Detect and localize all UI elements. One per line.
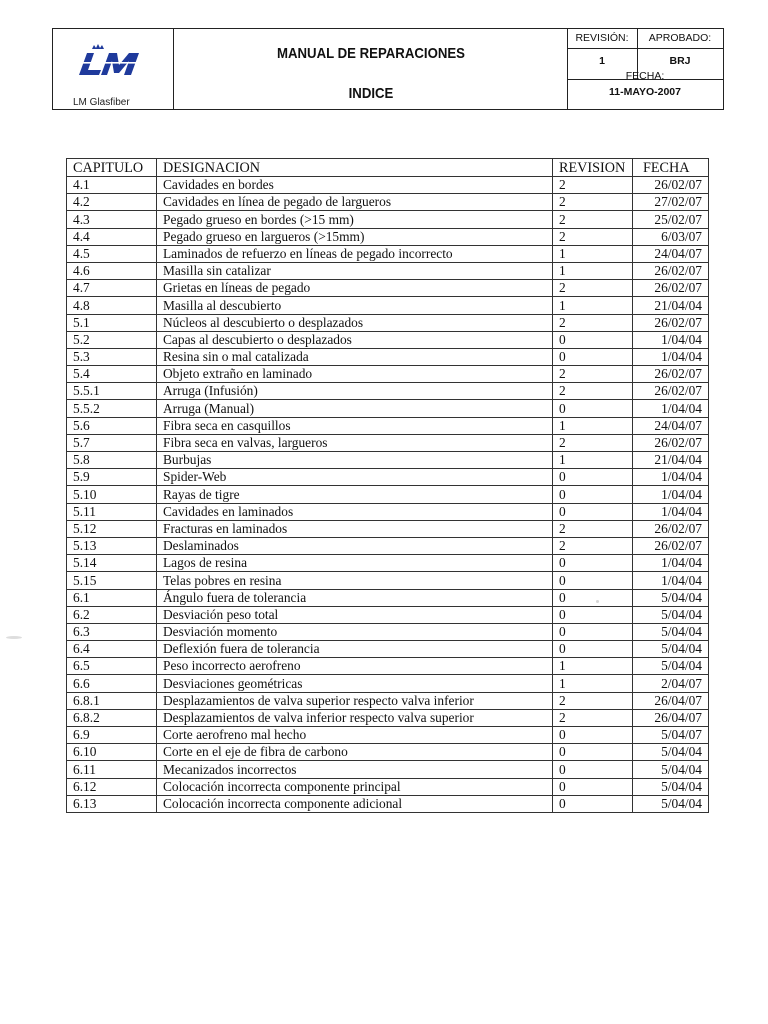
capitulo-cell: 5.5.1 bbox=[67, 383, 157, 400]
revision-cell: 1 bbox=[553, 245, 633, 262]
fecha-cell: 1/04/04 bbox=[633, 348, 709, 365]
table-row bbox=[67, 194, 709, 211]
date-value: 11-MAYO-2007 bbox=[609, 86, 681, 98]
revision-cell: 2 bbox=[553, 434, 633, 451]
designacion-cell: Laminados de refuerzo en líneas de pegado incorrecto bbox=[157, 245, 553, 262]
column-header-revision: REVISION bbox=[553, 159, 633, 177]
table-row bbox=[67, 314, 709, 331]
table-header-row bbox=[67, 159, 709, 177]
table-row bbox=[67, 486, 709, 503]
revision-cell: 2 bbox=[553, 177, 633, 194]
table-row bbox=[67, 452, 709, 469]
designacion-cell: Deflexión fuera de tolerancia bbox=[157, 641, 553, 658]
capitulo-cell: 4.1 bbox=[67, 177, 157, 194]
index-table bbox=[66, 158, 709, 813]
fecha-cell: 6/03/07 bbox=[633, 228, 709, 245]
designacion-cell: Peso incorrecto aerofreno bbox=[157, 658, 553, 675]
capitulo-cell: 5.4 bbox=[67, 366, 157, 383]
table-row bbox=[67, 280, 709, 297]
table-row bbox=[67, 297, 709, 314]
document-header bbox=[52, 28, 724, 110]
approved-label: APROBADO: bbox=[648, 32, 712, 44]
designacion-cell: Objeto extraño en laminado bbox=[157, 366, 553, 383]
fecha-cell: 25/02/07 bbox=[633, 211, 709, 228]
capitulo-cell: 4.6 bbox=[67, 262, 157, 279]
revision-cell: 2 bbox=[553, 314, 633, 331]
fecha-cell: 5/04/04 bbox=[633, 623, 709, 640]
capitulo-cell: 5.12 bbox=[67, 520, 157, 537]
revision-cell: 0 bbox=[553, 778, 633, 795]
revision-cell: 0 bbox=[553, 486, 633, 503]
revision-cell: 2 bbox=[553, 211, 633, 228]
designacion-cell: Fibra seca en casquillos bbox=[157, 417, 553, 434]
revision-cell: 0 bbox=[553, 400, 633, 417]
table-row bbox=[67, 709, 709, 726]
scan-artifact bbox=[596, 600, 599, 603]
fecha-cell: 5/04/04 bbox=[633, 658, 709, 675]
capitulo-cell: 6.5 bbox=[67, 658, 157, 675]
capitulo-cell: 5.14 bbox=[67, 555, 157, 572]
fecha-cell: 26/04/07 bbox=[633, 709, 709, 726]
fecha-cell: 5/04/07 bbox=[633, 727, 709, 744]
capitulo-cell: 5.10 bbox=[67, 486, 157, 503]
fecha-cell: 24/04/07 bbox=[633, 417, 709, 434]
fecha-cell: 5/04/04 bbox=[633, 761, 709, 778]
revision-cell: 0 bbox=[553, 795, 633, 812]
fecha-cell: 27/02/07 bbox=[633, 194, 709, 211]
fecha-cell: 5/04/04 bbox=[633, 641, 709, 658]
company-name: LM Glasfiber bbox=[73, 97, 130, 108]
designacion-cell: Mecanizados incorrectos bbox=[157, 761, 553, 778]
table-row bbox=[67, 177, 709, 194]
designacion-cell: Pegado grueso en largueros (>15mm) bbox=[157, 228, 553, 245]
fecha-cell: 1/04/04 bbox=[633, 555, 709, 572]
fecha-cell: 1/04/04 bbox=[633, 572, 709, 589]
revision-cell: 2 bbox=[553, 228, 633, 245]
capitulo-cell: 6.13 bbox=[67, 795, 157, 812]
capitulo-cell: 5.3 bbox=[67, 348, 157, 365]
revision-cell: 0 bbox=[553, 606, 633, 623]
date-label: FECHA: bbox=[625, 70, 665, 82]
table-row bbox=[67, 537, 709, 554]
designacion-cell: Telas pobres en resina bbox=[157, 572, 553, 589]
table-row bbox=[67, 366, 709, 383]
revision-cell: 0 bbox=[553, 469, 633, 486]
revision-cell: 1 bbox=[553, 297, 633, 314]
capitulo-cell: 6.10 bbox=[67, 744, 157, 761]
revision-cell: 2 bbox=[553, 366, 633, 383]
table-row bbox=[67, 211, 709, 228]
table-row bbox=[67, 400, 709, 417]
capitulo-cell: 5.9 bbox=[67, 469, 157, 486]
capitulo-cell: 5.2 bbox=[67, 331, 157, 348]
revision-cell: 0 bbox=[553, 744, 633, 761]
capitulo-cell: 5.8 bbox=[67, 452, 157, 469]
designacion-cell: Pegado grueso en bordes (>15 mm) bbox=[157, 211, 553, 228]
column-header-designacion: DESIGNACION bbox=[157, 159, 553, 177]
revision-cell: 1 bbox=[553, 452, 633, 469]
fecha-cell: 26/02/07 bbox=[633, 520, 709, 537]
capitulo-cell: 6.12 bbox=[67, 778, 157, 795]
designacion-cell: Colocación incorrecta componente principal bbox=[157, 778, 553, 795]
fecha-cell: 26/04/07 bbox=[633, 692, 709, 709]
designacion-cell: Arruga (Manual) bbox=[157, 400, 553, 417]
designacion-cell: Desplazamientos de valva superior respecto valva inferior bbox=[157, 692, 553, 709]
revision-cell: 0 bbox=[553, 641, 633, 658]
table-row bbox=[67, 417, 709, 434]
designacion-cell: Cavidades en bordes bbox=[157, 177, 553, 194]
document-subtitle: INDICE bbox=[348, 85, 394, 102]
table-row bbox=[67, 469, 709, 486]
table-row bbox=[67, 383, 709, 400]
revision-cell: 1 bbox=[553, 658, 633, 675]
fecha-cell: 26/02/07 bbox=[633, 262, 709, 279]
designacion-cell: Capas al descubierto o desplazados bbox=[157, 331, 553, 348]
fecha-cell: 5/04/04 bbox=[633, 589, 709, 606]
table-row bbox=[67, 262, 709, 279]
fecha-cell: 21/04/04 bbox=[633, 297, 709, 314]
table-row bbox=[67, 606, 709, 623]
capitulo-cell: 5.5.2 bbox=[67, 400, 157, 417]
fecha-cell: 5/04/04 bbox=[633, 744, 709, 761]
capitulo-cell: 4.5 bbox=[67, 245, 157, 262]
designacion-cell: Arruga (Infusión) bbox=[157, 383, 553, 400]
table-body bbox=[67, 177, 709, 813]
revision-cell: 2 bbox=[553, 537, 633, 554]
fecha-cell: 24/04/07 bbox=[633, 245, 709, 262]
revision-cell: 2 bbox=[553, 692, 633, 709]
capitulo-cell: 4.4 bbox=[67, 228, 157, 245]
designacion-cell: Desviación peso total bbox=[157, 606, 553, 623]
designacion-cell: Cavidades en laminados bbox=[157, 503, 553, 520]
designacion-cell: Fibra seca en valvas, largueros bbox=[157, 434, 553, 451]
capitulo-cell: 5.7 bbox=[67, 434, 157, 451]
fecha-cell: 21/04/04 bbox=[633, 452, 709, 469]
capitulo-cell: 6.4 bbox=[67, 641, 157, 658]
capitulo-cell: 4.2 bbox=[67, 194, 157, 211]
scan-artifact bbox=[6, 636, 22, 639]
table-row bbox=[67, 761, 709, 778]
revision-label: REVISIÓN: bbox=[575, 32, 629, 44]
revision-cell: 0 bbox=[553, 761, 633, 778]
designacion-cell: Corte en el eje de fibra de carbono bbox=[157, 744, 553, 761]
revision-cell: 2 bbox=[553, 709, 633, 726]
revision-cell: 0 bbox=[553, 589, 633, 606]
capitulo-cell: 5.15 bbox=[67, 572, 157, 589]
revision-cell: 0 bbox=[553, 623, 633, 640]
table-row bbox=[67, 641, 709, 658]
fecha-cell: 26/02/07 bbox=[633, 434, 709, 451]
revision-cell: 1 bbox=[553, 262, 633, 279]
fecha-cell: 26/02/07 bbox=[633, 383, 709, 400]
revision-cell: 2 bbox=[553, 383, 633, 400]
table-row bbox=[67, 692, 709, 709]
designacion-cell: Grietas en líneas de pegado bbox=[157, 280, 553, 297]
table-row bbox=[67, 675, 709, 692]
column-header-fecha: FECHA bbox=[633, 159, 709, 177]
revision-cell: 2 bbox=[553, 194, 633, 211]
table-row bbox=[67, 572, 709, 589]
revision-cell: 2 bbox=[553, 280, 633, 297]
table-row bbox=[67, 658, 709, 675]
designacion-cell: Masilla al descubierto bbox=[157, 297, 553, 314]
designacion-cell: Ángulo fuera de tolerancia bbox=[157, 589, 553, 606]
designacion-cell: Burbujas bbox=[157, 452, 553, 469]
capitulo-cell: 6.8.2 bbox=[67, 709, 157, 726]
fecha-cell: 1/04/04 bbox=[633, 331, 709, 348]
designacion-cell: Resina sin o mal catalizada bbox=[157, 348, 553, 365]
designacion-cell: Desviaciones geométricas bbox=[157, 675, 553, 692]
document-title: MANUAL DE REPARACIONES bbox=[276, 45, 465, 62]
capitulo-cell: 6.3 bbox=[67, 623, 157, 640]
designacion-cell: Masilla sin catalizar bbox=[157, 262, 553, 279]
revision-cell: 1 bbox=[553, 417, 633, 434]
fecha-cell: 1/04/04 bbox=[633, 486, 709, 503]
fecha-cell: 5/04/04 bbox=[633, 778, 709, 795]
table-row bbox=[67, 795, 709, 812]
designacion-cell: Cavidades en línea de pegado de largueros bbox=[157, 194, 553, 211]
capitulo-cell: 5.13 bbox=[67, 537, 157, 554]
fecha-cell: 26/02/07 bbox=[633, 177, 709, 194]
table-row bbox=[67, 245, 709, 262]
designacion-cell: Fracturas en laminados bbox=[157, 520, 553, 537]
revision-cell: 0 bbox=[553, 503, 633, 520]
approved-value: BRJ bbox=[669, 55, 691, 67]
fecha-cell: 26/02/07 bbox=[633, 314, 709, 331]
capitulo-cell: 6.6 bbox=[67, 675, 157, 692]
designacion-cell: Rayas de tigre bbox=[157, 486, 553, 503]
column-header-capitulo: CAPITULO bbox=[67, 159, 157, 177]
designacion-cell: Desplazamientos de valva inferior respecto valva superior bbox=[157, 709, 553, 726]
fecha-cell: 26/02/07 bbox=[633, 280, 709, 297]
designacion-cell: Deslaminados bbox=[157, 537, 553, 554]
table-row bbox=[67, 434, 709, 451]
table-row bbox=[67, 744, 709, 761]
capitulo-cell: 5.1 bbox=[67, 314, 157, 331]
table-row bbox=[67, 503, 709, 520]
fecha-cell: 1/04/04 bbox=[633, 400, 709, 417]
revision-cell: 0 bbox=[553, 348, 633, 365]
table-row bbox=[67, 331, 709, 348]
revision-value: 1 bbox=[599, 55, 605, 67]
revision-cell: 0 bbox=[553, 572, 633, 589]
table-row bbox=[67, 348, 709, 365]
table-row bbox=[67, 727, 709, 744]
lm-logo-icon bbox=[73, 43, 147, 77]
capitulo-cell: 4.7 bbox=[67, 280, 157, 297]
capitulo-cell: 6.1 bbox=[67, 589, 157, 606]
capitulo-cell: 6.8.1 bbox=[67, 692, 157, 709]
revision-cell: 0 bbox=[553, 331, 633, 348]
designacion-cell: Spider-Web bbox=[157, 469, 553, 486]
designacion-cell: Colocación incorrecta componente adicional bbox=[157, 795, 553, 812]
fecha-cell: 1/04/04 bbox=[633, 503, 709, 520]
fecha-cell: 5/04/04 bbox=[633, 795, 709, 812]
table-row bbox=[67, 778, 709, 795]
table-row bbox=[67, 228, 709, 245]
revision-cell: 0 bbox=[553, 555, 633, 572]
fecha-cell: 5/04/04 bbox=[633, 606, 709, 623]
table-row bbox=[67, 623, 709, 640]
revision-cell: 2 bbox=[553, 520, 633, 537]
fecha-cell: 2/04/07 bbox=[633, 675, 709, 692]
revision-cell: 0 bbox=[553, 727, 633, 744]
capitulo-cell: 5.11 bbox=[67, 503, 157, 520]
designacion-cell: Lagos de resina bbox=[157, 555, 553, 572]
table-row bbox=[67, 555, 709, 572]
capitulo-cell: 5.6 bbox=[67, 417, 157, 434]
designacion-cell: Corte aerofreno mal hecho bbox=[157, 727, 553, 744]
table-row bbox=[67, 589, 709, 606]
designacion-cell: Desviación momento bbox=[157, 623, 553, 640]
designacion-cell: Núcleos al descubierto o desplazados bbox=[157, 314, 553, 331]
capitulo-cell: 6.11 bbox=[67, 761, 157, 778]
capitulo-cell: 4.3 bbox=[67, 211, 157, 228]
revision-cell: 1 bbox=[553, 675, 633, 692]
company-logo bbox=[67, 43, 177, 108]
capitulo-cell: 6.2 bbox=[67, 606, 157, 623]
fecha-cell: 1/04/04 bbox=[633, 469, 709, 486]
table-row bbox=[67, 520, 709, 537]
fecha-cell: 26/02/07 bbox=[633, 537, 709, 554]
fecha-cell: 26/02/07 bbox=[633, 366, 709, 383]
capitulo-cell: 6.9 bbox=[67, 727, 157, 744]
capitulo-cell: 4.8 bbox=[67, 297, 157, 314]
